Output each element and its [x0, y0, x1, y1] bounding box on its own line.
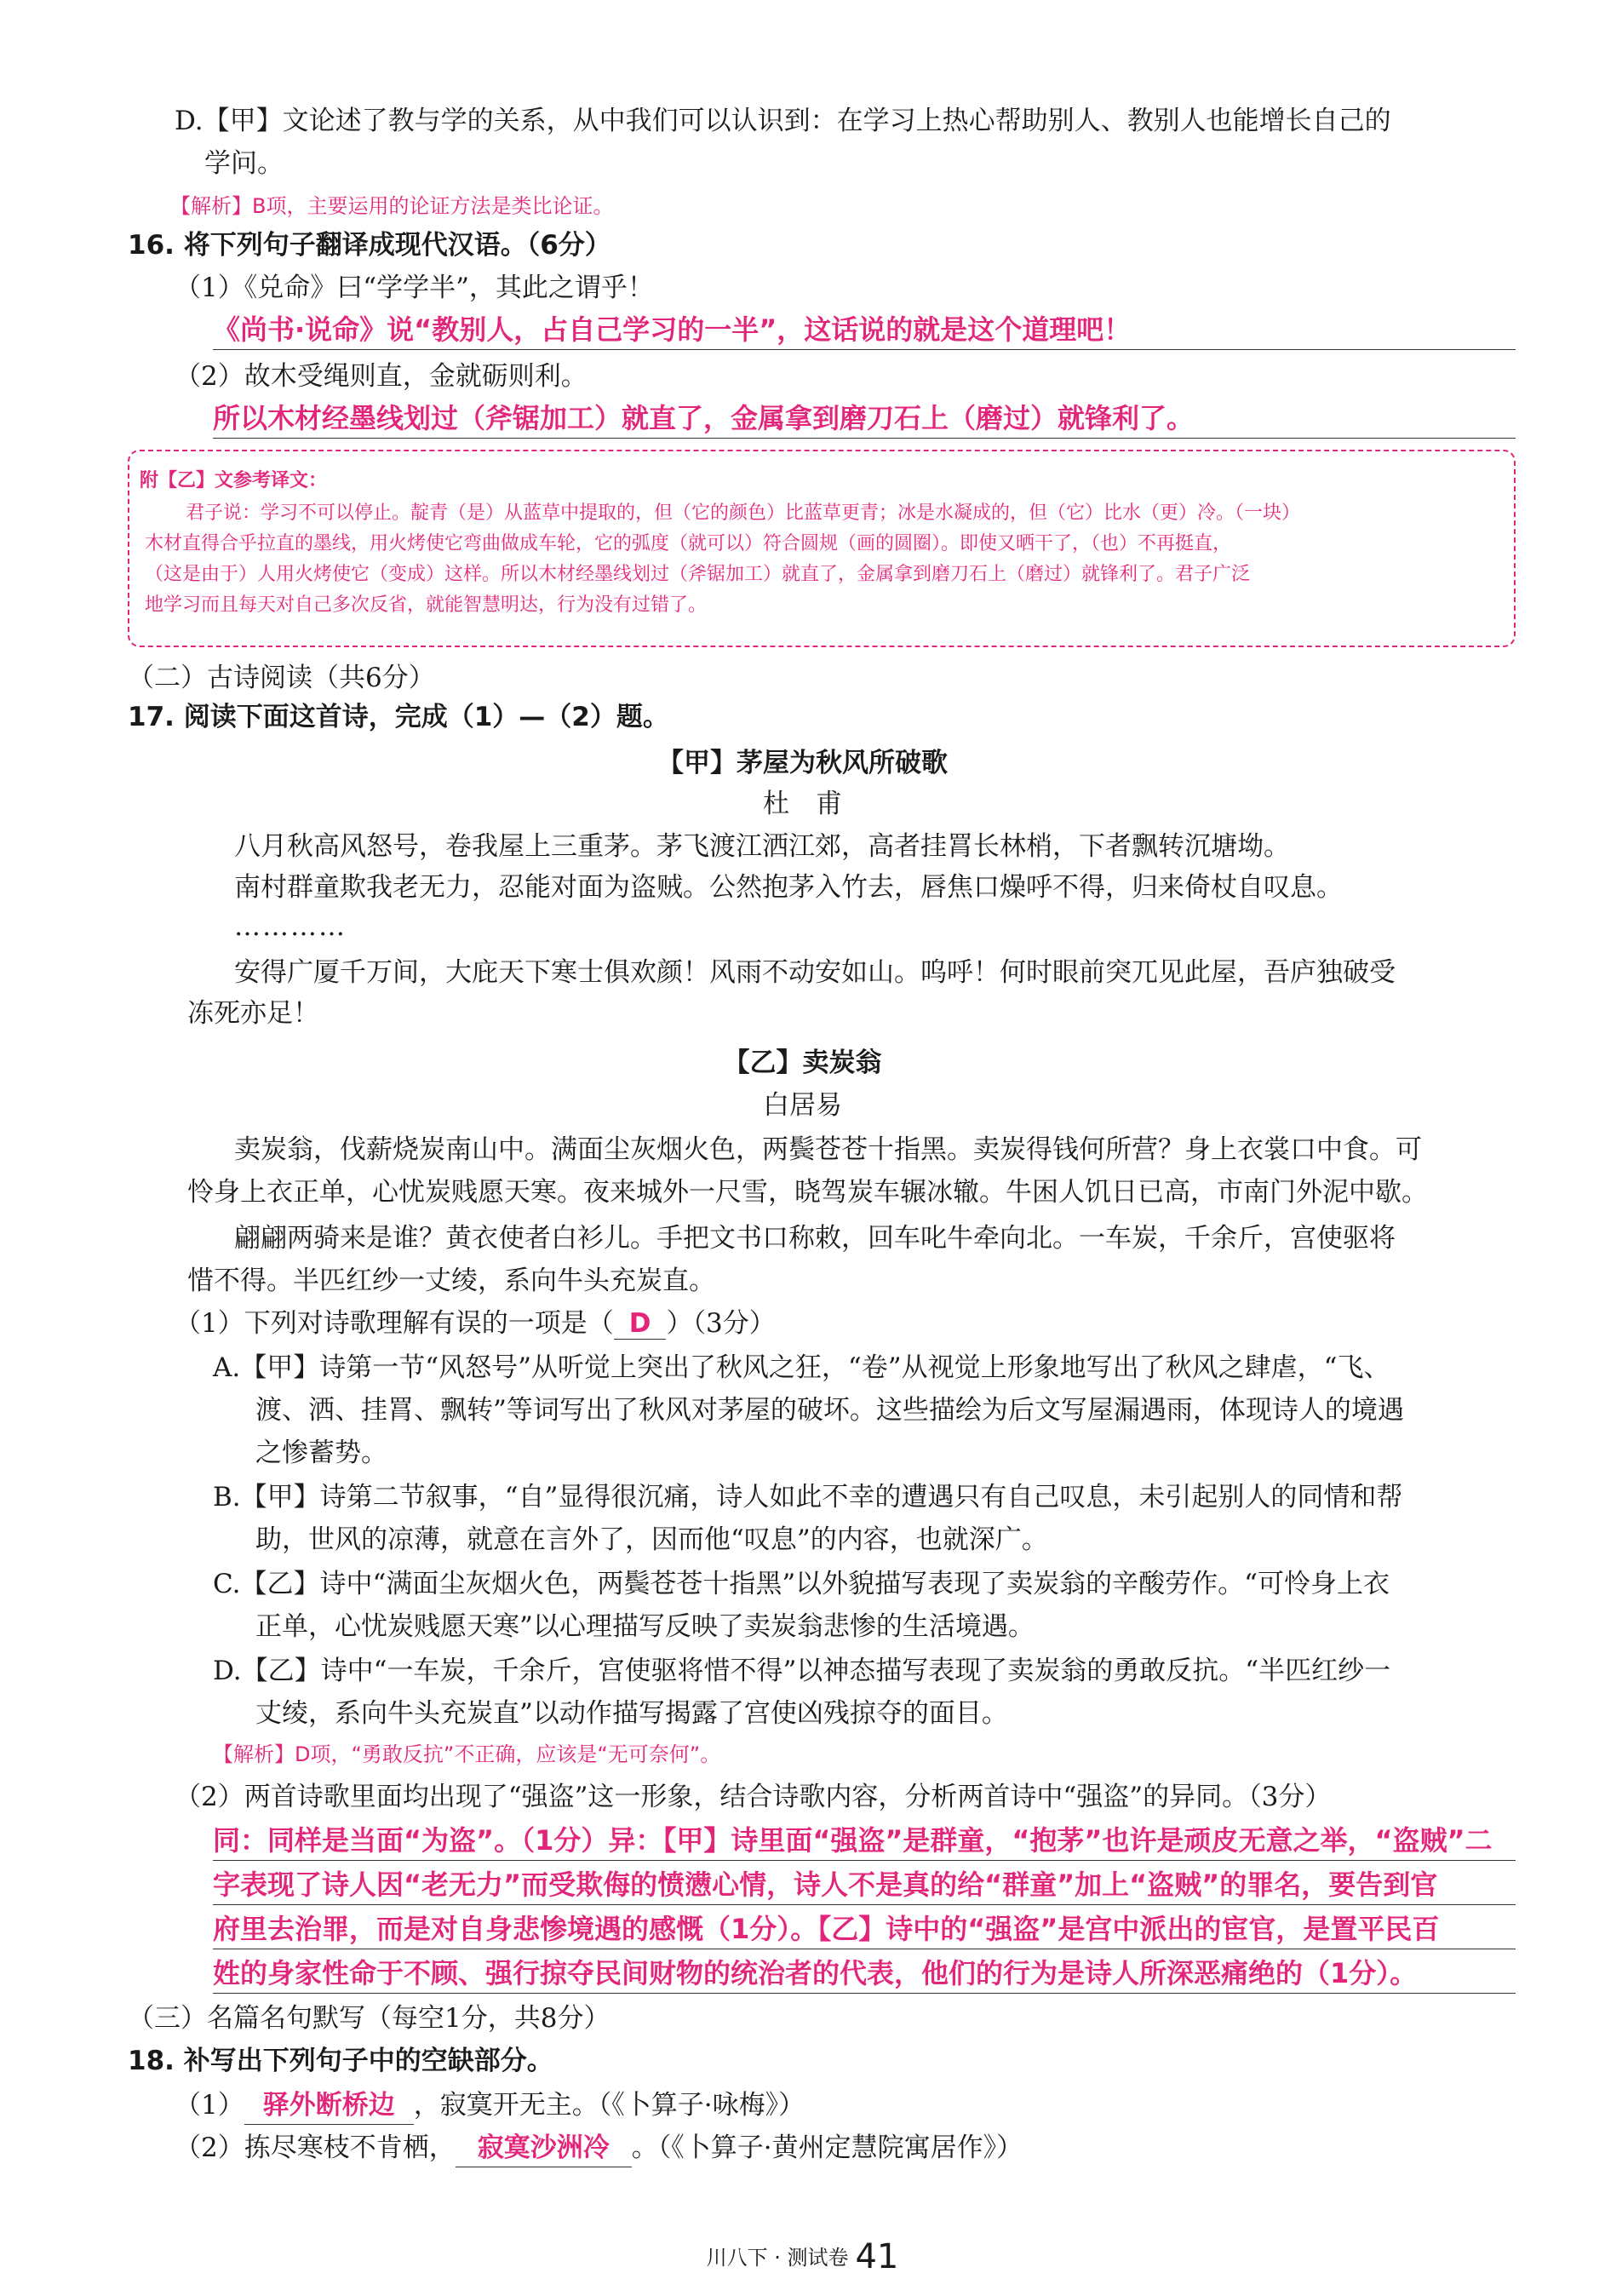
poem-2-line-2a: 翩翩两骑来是谁？黄衣使者白衫儿。手把文书口称敕，回车叱牛牵向北。一车炭，千余斤，宫使驱将: [234, 1223, 1396, 1254]
q18-item-2-blank: 寂寞沙洲冷: [456, 2129, 632, 2167]
q18-item-2-post: 。（《卜算子·黄州定慧院寓居作》）: [631, 2132, 1023, 2163]
poem-2-line-2b: 惜不得。半匹红纱一丈绫，系向牛头充炭直。: [187, 1266, 715, 1296]
footer-label: 川八下 · 测试卷: [706, 2246, 849, 2270]
q17-sub2-underline-1: [213, 1860, 1516, 1861]
poem-1-line-3a: 安得广厦千万间，大庇天下寒士俱欢颜！风雨不动安如山。呜呼！何时眼前突兀见此屋，吾庐独破受: [234, 957, 1396, 988]
q18-item-1-blank: 驿外断桥边: [244, 2086, 414, 2125]
q17-sub1-answer: D: [614, 1308, 667, 1340]
translation-reference-box: [128, 450, 1516, 647]
q18-item-1-post: ，寂寞开无主。（《卜算子·咏梅》）: [413, 2090, 805, 2121]
q17-option-b-line1: B.【甲】诗第二节叙事，“自”显得很沉痛，诗人如此不幸的遭遇只有自己叹息，未引起别人的同情和帮: [213, 1482, 1403, 1512]
poem-1-author: 杜 甫: [763, 789, 842, 819]
q17-stem: 17. 阅读下面这首诗，完成（1）—（2）题。: [128, 702, 669, 732]
q17-option-c-line1: C.【乙】诗中“满面尘灰烟火色，两鬓苍苍十指黑”以外貌描写表现了卖炭翁的辛酸劳作。“可怜身上衣: [213, 1569, 1390, 1599]
q17-sub1-analysis: 【解析】D项，“勇敢反抗”不正确，应该是“无可奈何”。: [213, 1742, 721, 1766]
q18-item-1-pre: （1）: [175, 2090, 244, 2121]
q18-item-2-pre: （2）拣尽寒枝不肯栖，: [175, 2132, 456, 2163]
q17-option-a-line1: A.【甲】诗第一节“风怒号”从听觉上突出了秋风之狂，“卷”从视觉上形象地写出了秋风之肆虐，“飞、: [213, 1352, 1390, 1383]
poem-1-line-2: 南村群童欺我老无力，忍能对面为盗贼。公然抱茅入竹去，唇焦口燥呼不得，归来倚杖自叹息。: [234, 872, 1343, 903]
q17-option-a-line3: 之惨蓄势。: [255, 1438, 387, 1468]
translation-line-4: 地学习而且每天对自己多次反省，就能智慧明达，行为没有过错了。: [145, 594, 708, 616]
q17-option-d-line2: 丈绫，系向牛头充炭直”以动作描写揭露了宫使凶残掠夺的面目。: [255, 1698, 1008, 1729]
q16-sentence-2: （2）故木受绳则直，金就砺则利。: [175, 361, 588, 392]
translation-line-3: （这是由于）人用火烤使它（变成）这样。所以木材经墨线划过（斧锯加工）就直了，金属拿到磨刀石上（磨过）就锋利了。君子广泛: [145, 564, 1251, 585]
poem-2-line-1b: 怜身上衣正单，心忧炭贱愿天寒。夜来城外一尺雪，晓驾炭车辗冰辙。牛困人饥日已高，市南门外泥中歇。: [187, 1177, 1428, 1208]
q16-answer-2: 所以木材经墨线划过（斧锯加工）就直了，金属拿到磨刀石上（磨过）就锋利了。: [213, 402, 1195, 434]
q16-answer-2-underline: [213, 438, 1516, 439]
translation-box-title: 附【乙】文参考译文：: [140, 470, 328, 491]
q16-sentence-1: （1）《兑命》曰“学学半”，其此之谓乎！: [175, 273, 654, 303]
section-3-heading: （三）名篇名句默写（每空1分，共8分）: [128, 2003, 610, 2034]
q17-option-c-line2: 正单，心忧炭贱愿天寒”以心理描写反映了卖炭翁悲惨的生活境遇。: [255, 1611, 1035, 1642]
translation-line-2: 木材直得合乎拉直的墨线，用火烤使它弯曲做成车轮，它的弧度（就可以）符合圆规（画的圆圈）。即使又晒干了，（也）不再挺直，: [145, 533, 1232, 554]
q17-option-d-line1: D.【乙】诗中“一车炭，千余斤，宫使驱将惜不得”以神态描写表现了卖炭翁的勇敢反抗。“半匹红纱一: [213, 1656, 1391, 1686]
poem-1-line-1: 八月秋高风怒号，卷我屋上三重茅。茅飞渡江洒江郊，高者挂罥长林梢，下者飘转沉塘坳。: [234, 831, 1290, 862]
q17-sub2-stem: （2）两首诗歌里面均出现了“强盗”这一形象，结合诗歌内容，分析两首诗中“强盗”的异同。（3分）: [175, 1782, 1332, 1812]
poem-2-line-1a: 卖炭翁，伐薪烧炭南山中。满面尘灰烟火色，两鬓苍苍十指黑。卖炭得钱何所营？身上衣裳口中食。可: [234, 1134, 1422, 1165]
translation-line-1: 君子说：学习不可以停止。靛青（是）从蓝草中提取的，但（它的颜色）比蓝草更青；冰是水凝成的，但（它）比水（更）冷。（一块）: [186, 502, 1301, 524]
q15-option-d-line2: 学问。: [204, 148, 284, 179]
q16-stem: 16. 将下列句子翻译成现代汉语。（6分）: [128, 230, 611, 261]
q16-answer-1: 《尚书·说命》说“教别人，占自己学习的一半”，这话说的就是这个道理吧！: [213, 313, 1132, 346]
section-2-heading: （二）古诗阅读（共6分）: [128, 663, 435, 693]
q17-sub1-stem-post: ）（3分）: [666, 1308, 776, 1339]
q18-item-1: [175, 2086, 805, 2125]
poem-1-title: 【甲】茅屋为秋风所破歌: [657, 748, 948, 778]
page-footer: [0, 2237, 1605, 2276]
poem-1-ellipsis: …………: [234, 911, 347, 942]
poem-2-author: 白居易: [763, 1090, 842, 1121]
q17-sub2-answer-line2: 字表现了诗人因“老无力”而受欺侮的愤懑心情，诗人不是真的给“群童”加上“盗贼”的罪名，要告到官: [213, 1868, 1438, 1901]
q17-sub2-answer-line4: 姓的身家性命于不顾、强行掠夺民间财物的统治者的代表，他们的行为是诗人所深恶痛绝的（1分）。: [213, 1957, 1418, 1989]
q15-analysis: 【解析】B项，主要运用的论证方法是类比论证。: [170, 194, 614, 218]
q18-stem: 18. 补写出下列句子中的空缺部分。: [128, 2046, 553, 2076]
q17-sub2-underline-2: [213, 1904, 1516, 1905]
poem-2-title: 【乙】卖炭翁: [723, 1048, 882, 1078]
q17-sub2-answer-line1: 同：同样是当面“为盗”。（1分）异：【甲】诗里面“强盗”是群童，“抱茅”也许是顽皮无意之举，“盗贼”二: [213, 1824, 1493, 1857]
q17-sub2-underline-4: [213, 1993, 1516, 1994]
q17-sub1-stem-pre: （1）下列对诗歌理解有误的一项是（: [175, 1308, 614, 1339]
q17-option-b-line2: 助，世风的凉薄，就意在言外了，因而他“叹息”的内容，也就深广。: [255, 1524, 1048, 1555]
q17-sub1-stem: [175, 1305, 776, 1342]
q15-option-d-line1: D.【甲】文论述了教与学的关系，从中我们可以认识到：在学习上热心帮助别人、教别人也能增长自己的: [175, 106, 1391, 136]
q18-item-2: [175, 2129, 1023, 2167]
q17-sub2-answer-line3: 府里去治罪，而是对自身悲惨境遇的感慨（1分）。【乙】诗中的“强盗”是宫中派出的宦官，是置平民百: [213, 1913, 1440, 1945]
q17-option-a-line2: 渡、洒、挂罥、飘转”等词写出了秋风对茅屋的破坏。这些描绘为后文写屋漏遇雨，体现诗人的境遇: [255, 1395, 1404, 1426]
q16-answer-1-underline: [213, 349, 1516, 350]
page-number: 41: [855, 2237, 899, 2276]
poem-1-line-3b: 冻死亦足！: [187, 998, 319, 1029]
